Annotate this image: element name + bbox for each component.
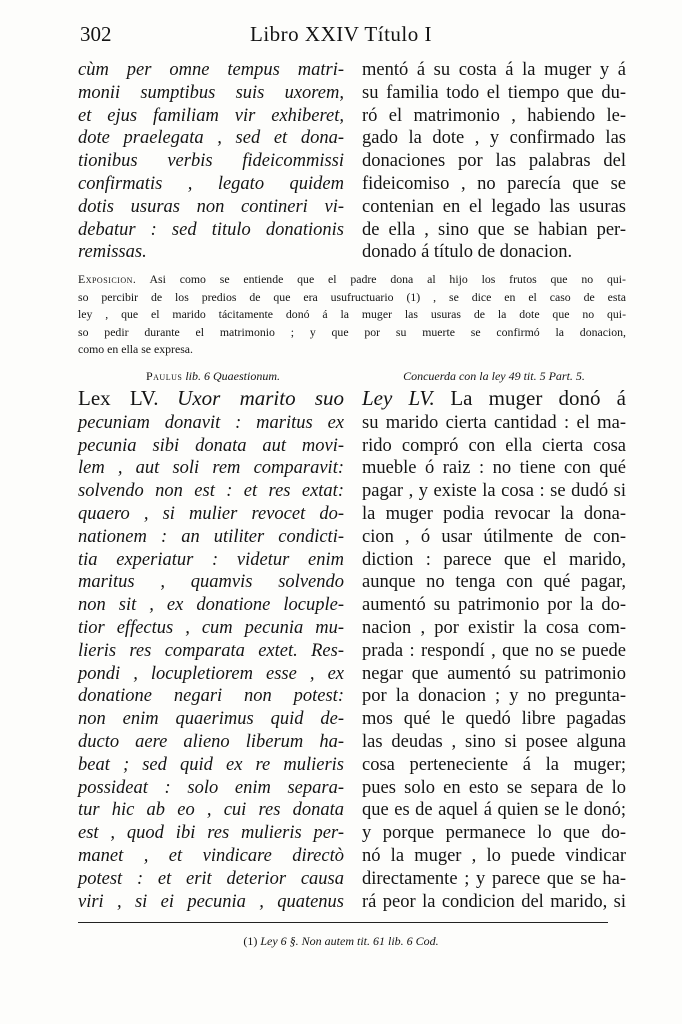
text-line: debatur : sed titulo donationis [78, 219, 344, 240]
text-line: nationem : an utiliter condicti- [78, 526, 344, 547]
text-line: diction : parece que el marido, [362, 549, 626, 570]
text-line: pondi , locupletiorem esse , ex [78, 663, 344, 684]
exposition-line: ley , que el marido tácitamente donó á la muger las usuras de la dote que no qui- [78, 307, 626, 321]
text-line: de ella , sino que se habian per- [362, 219, 626, 240]
text-line: donaciones por las palabras del [362, 151, 626, 172]
text-line: confirmatis , legato quidem [78, 173, 344, 194]
text-line: cùm per omne tempus matri- [78, 60, 344, 80]
exposition-line: como en ella se expresa. [78, 342, 193, 356]
author-name: Paulus [145, 369, 183, 383]
text-line: pues solo en esto se separa de lo [362, 777, 626, 798]
text-line: ró el matrimonio , habiendo le- [362, 105, 626, 126]
text-line: dote praelegata , sed et dona- [78, 128, 344, 149]
page-number: 302 [80, 22, 112, 46]
text-line: lem , aut soli rem comparavit: [78, 458, 344, 479]
exposition-line: so pedir durante el matrimonio ; y que por su muerte se confirmó la donacion, [78, 324, 626, 339]
text-line: donatione negari non potest: [78, 686, 344, 707]
text-line: directamente ; y parece que se ha- [362, 868, 626, 889]
text-line: monii sumptibus suis uxorem, [78, 82, 344, 103]
latin-source-heading [80, 369, 346, 384]
text-line: gado la dote , y confirmado las [362, 128, 626, 149]
text-line: pecunia sibi donata aut movi- [78, 435, 344, 456]
text-line: pecuniam donavit : maritus ex [78, 412, 344, 433]
text-line: et ejus familiam vir exhiberet, [78, 105, 344, 126]
text-line: ducto aere alieno liberum ha- [78, 731, 344, 752]
text-line: est , quod ibi res mulieris per- [78, 823, 344, 844]
latin-continuation [78, 59, 344, 264]
text-line: por la donacion ; y no pregunta- [362, 686, 626, 707]
text-line: que es de aquel á quien se le donó; [362, 800, 626, 821]
text-line: negar que aumentó su patrimonio [362, 663, 626, 684]
source-reference: lib. 6 Quaestionum. [185, 369, 280, 383]
text-line: donado á título de donacion. [362, 242, 573, 263]
text-line: potest : et erit deterior causa [78, 868, 344, 889]
text-line: tur hic ab eo , cui res donata [78, 800, 344, 821]
text-line: beat ; sed quid ex re mulieris [78, 754, 344, 775]
running-head: Libro XXIV Título I [250, 22, 432, 46]
text-line: cion , ó usar útilmente de con- [362, 526, 626, 547]
text-line: viri , si ei pecunia , quatenus [78, 891, 344, 912]
text-line: non sit , ex donatione locuple- [78, 595, 344, 616]
text-line: Ley LV. La muger donó á [362, 386, 627, 410]
text-line: la muger podia revocar la dona- [362, 503, 626, 524]
text-line: tior effectus , cum pecunia mu- [78, 617, 344, 638]
exposition [78, 271, 626, 359]
text-line: dotis usuras non contineri vi- [78, 196, 344, 217]
footnote-marker: (1) [243, 934, 258, 948]
text-line: possideat : solo enim separa- [78, 777, 344, 798]
text-line: mueble ó raiz : no tiene con qué [362, 458, 626, 479]
exposition-line: so percibir de los predios de que era usufructuario (1) , se dice en el caso de esta [78, 289, 626, 304]
text-line: aunque no tenga con qué pagar, [362, 572, 626, 593]
text-line: solvendo non est : et res extat: [78, 481, 344, 502]
spanish-continuation [362, 59, 626, 264]
law-number: Ley LV. [362, 386, 435, 410]
text-line: cosa perteneciente á la muger; [362, 754, 626, 775]
text-line: mos qué le quedó libre pagadas [362, 709, 626, 730]
law-latin-text [78, 387, 344, 913]
text-line: su familia todo el tiempo que du- [362, 82, 626, 103]
text-line: manet , et vindicare directò [78, 845, 344, 866]
text-line: y porque permanece lo que do- [362, 823, 626, 844]
footnote-divider [78, 922, 608, 923]
text-line: Lex LV. Uxor marito suo [78, 386, 345, 410]
text-line: non enim quaerimus quid de- [78, 709, 344, 730]
text-line: maritus , quamvis solvendo [78, 572, 344, 593]
text-line: nó la muger , lo puede vindicar [362, 845, 626, 866]
text-line: tionibus verbis fideicommissi [78, 151, 344, 172]
text-line: mentó á su costa á la muger y á [362, 60, 626, 80]
text-line: remissas. [78, 242, 147, 263]
text-line: rido compró con ella cierta cosa [362, 435, 626, 456]
text-line: contenian en el legado las usuras [362, 196, 626, 217]
text-line: las deudas , sino si posee alguna [362, 731, 626, 752]
concordance-heading: Concuerda con la ley 49 tit. 5 Part. 5. [403, 369, 585, 383]
text-line: prada : respondí , que no se puede [362, 640, 626, 661]
text-line: lieris res comparata extet. Res- [78, 640, 344, 661]
law-number: Lex LV. [78, 386, 159, 410]
text-line: rá peor la condicion del marido, si [362, 891, 626, 912]
text-line: quaero , si mulier revocet do- [78, 503, 344, 524]
law-spanish-text [362, 387, 626, 913]
text-line: su marido cierta cantidad : el ma- [362, 412, 626, 433]
text-line: nacion , por existir la cosa com- [362, 617, 626, 638]
footnote [0, 934, 682, 949]
exposition-label: Exposicion. [78, 272, 137, 286]
text-line: aumentó su patrimonio por la do- [362, 595, 626, 616]
text-line: tia experiatur : videtur enim [78, 549, 344, 570]
text-line: pagar , y existe la cosa : se dudó si [362, 481, 626, 502]
text-line: fideicomiso , no parecía que se [362, 173, 626, 194]
footnote-text: Ley 6 §. Non autem tit. 61 lib. 6 Cod. [260, 934, 439, 948]
exposition-line: Exposicion. Asi como se entiende que el padre dona al hijo los frutos que no qui- [78, 272, 626, 286]
